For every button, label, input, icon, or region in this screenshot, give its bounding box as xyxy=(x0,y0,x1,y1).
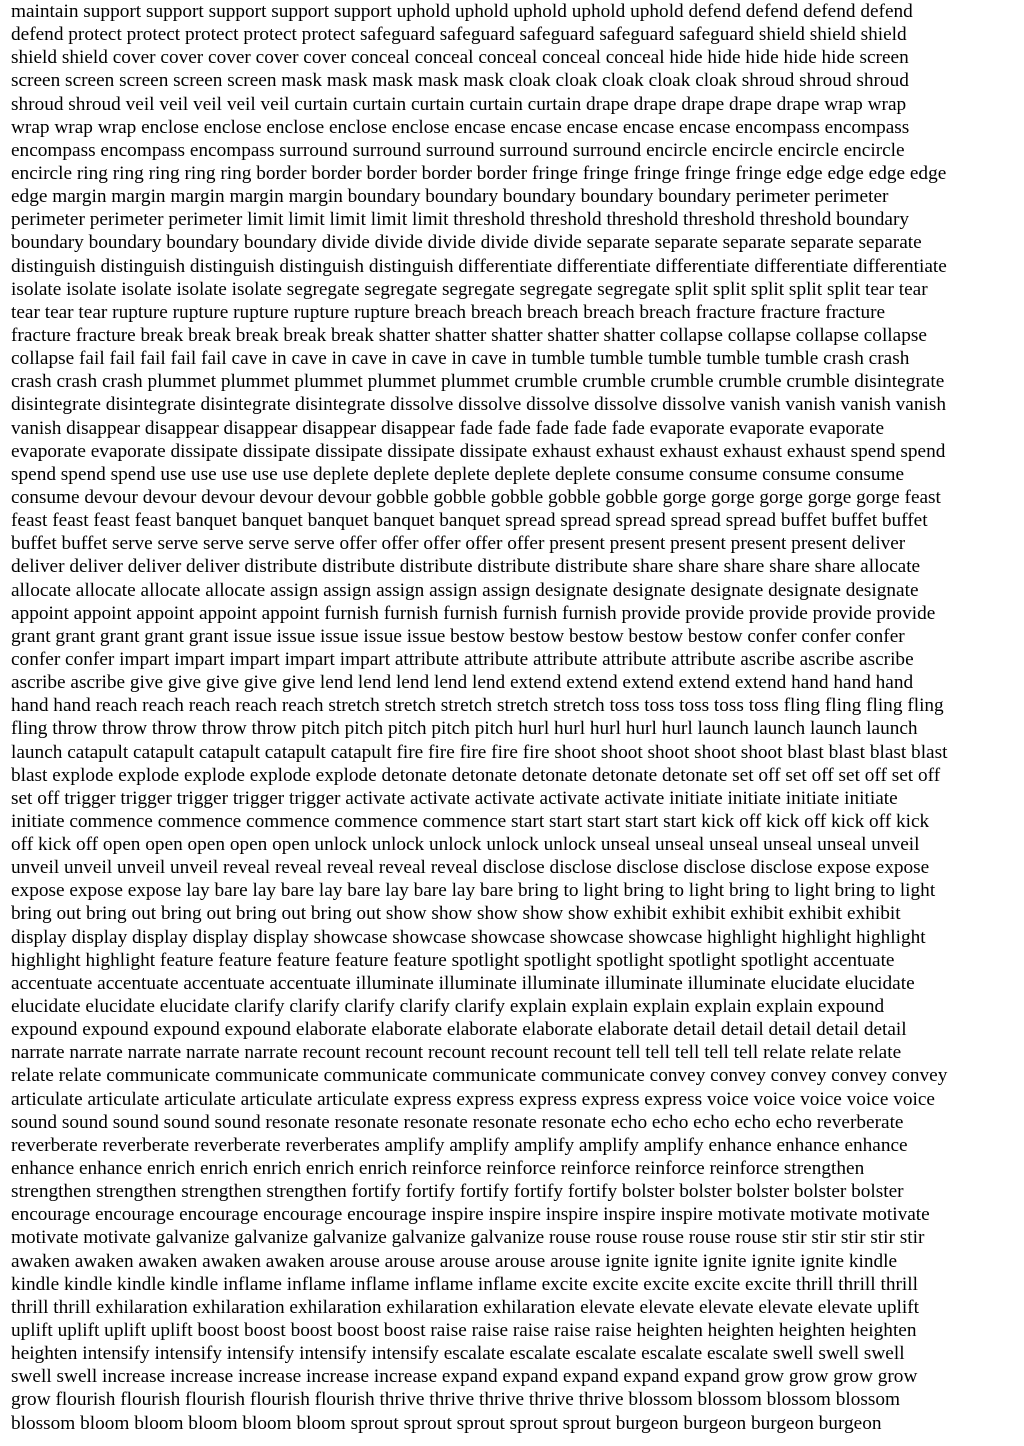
text-line: relate relate communicate communicate communicate communicate communicate convey convey convey convey convey xyxy=(11,1065,948,1087)
text-line: off kick off open open open open open unlock unlock unlock unlock unlock unseal unseal unseal unseal unseal unveil xyxy=(11,834,920,856)
text-line: ascribe ascribe give give give give give lend lend lend lend lend extend extend extend extend extend hand hand hand xyxy=(11,672,914,694)
text-line: enhance enhance enrich enrich enrich enrich enrich reinforce reinforce reinforce reinforce reinforce strengthen xyxy=(11,1158,865,1180)
text-line: vanish disappear disappear disappear disappear disappear fade fade fade fade fade evaporate evaporate evaporate xyxy=(11,417,885,439)
text-line: fracture fracture break break break break break shatter shatter shatter shatter shatter collapse collapse collapse collapse xyxy=(11,324,927,346)
text-line: motivate motivate galvanize galvanize galvanize galvanize galvanize rouse rouse rouse rouse rouse stir stir stir stir stir xyxy=(11,1227,925,1249)
text-line: set off trigger trigger trigger trigger trigger activate activate activate activate activate initiate initiate initiate initiate xyxy=(11,787,898,809)
text-line: feast feast feast feast banquet banquet banquet banquet banquet spread spread spread spread spread buffet buffet buffet xyxy=(11,510,928,532)
text-line: defend protect protect protect protect protect safeguard safeguard safeguard safeguard safeguard shield shield shield xyxy=(11,24,907,46)
text-line: wrap wrap wrap enclose enclose enclose enclose enclose encase encase encase encase encase encompass encompass xyxy=(11,116,910,138)
text-line: encircle ring ring ring ring ring border border border border border fringe fringe fringe fringe fringe edge edge edge edge xyxy=(11,162,947,184)
text-line: elucidate elucidate elucidate clarify clarify clarify clarify clarify explain explain explain explain explain expound xyxy=(11,996,885,1018)
text-line: strengthen strengthen strengthen strengthen fortify fortify fortify fortify fortify bolster bolster bolster bolster bolster xyxy=(11,1181,904,1203)
text-line: shield shield cover cover cover cover cover conceal conceal conceal conceal conceal hide hide hide hide hide screen xyxy=(11,47,909,69)
text-line: kindle kindle kindle kindle inflame inflame inflame inflame inflame excite excite excite excite excite thrill thrill thrill xyxy=(11,1273,918,1295)
text-line: confer confer impart impart impart impart impart attribute attribute attribute attribute attribute ascribe ascribe ascribe xyxy=(11,648,914,670)
text-line: blossom bloom bloom bloom bloom bloom sprout sprout sprout sprout sprout burgeon burgeon burgeon burgeon xyxy=(11,1412,882,1434)
text-line: collapse fail fail fail fail fail cave in cave in cave in cave in cave in tumble tumble tumble tumble tumble crash crash xyxy=(11,348,910,370)
text-line: tear tear tear rupture rupture rupture rupture rupture breach breach breach breach breach fracture fracture fracture xyxy=(11,301,886,323)
text-line: spend spend spend use use use use use deplete deplete deplete deplete deplete consume consume consume consume xyxy=(11,463,905,485)
text-line: expose expose expose lay bare lay bare lay bare lay bare lay bare bring to light bring to light bring to light bring to light xyxy=(11,880,936,902)
text-line: sound sound sound sound sound resonate resonate resonate resonate resonate echo echo echo echo echo reverberate xyxy=(11,1111,904,1133)
text-line: launch catapult catapult catapult catapult catapult fire fire fire fire fire shoot shoot shoot shoot shoot blast blast blast blast xyxy=(11,741,948,763)
text-line: swell swell increase increase increase increase increase expand expand expand expand expand grow grow grow grow xyxy=(11,1366,918,1388)
text-line: screen screen screen screen screen mask mask mask mask mask cloak cloak cloak cloak cloak shroud shroud shroud xyxy=(11,70,909,92)
text-line: maintain support support support support support uphold uphold uphold uphold uphold defend defend defend defend xyxy=(11,1,913,22)
text-line: uplift uplift uplift uplift boost boost boost boost boost raise raise raise raise raise heighten heighten heighten heighten xyxy=(11,1320,917,1342)
text-line: perimeter perimeter perimeter limit limit limit limit limit threshold threshold threshold threshold threshold boundary xyxy=(11,209,910,231)
text-line: thrill thrill exhilaration exhilaration exhilaration exhilaration exhilaration elevate elevate elevate elevate elevate uplift xyxy=(11,1296,919,1318)
text-line: highlight highlight feature feature feature feature feature spotlight spotlight spotlight spotlight spotlight accentuate xyxy=(11,949,895,971)
text-line: allocate allocate allocate allocate assign assign assign assign assign designate designate designate designate designate xyxy=(11,579,919,601)
text-line: shroud shroud veil veil veil veil veil curtain curtain curtain curtain curtain drape drape drape drape drape wrap wrap xyxy=(11,93,907,115)
text-line: isolate isolate isolate isolate isolate segregate segregate segregate segregate segregate split split split split split tear tear xyxy=(11,278,928,300)
text-line: blast explode explode explode explode explode detonate detonate detonate detonate detonate set off set off set off set off xyxy=(11,764,941,786)
text-line: edge margin margin margin margin margin boundary boundary boundary boundary boundary perimeter perimeter xyxy=(11,186,889,208)
text-line: bring out bring out bring out bring out bring out show show show show show exhibit exhibit exhibit exhibit exhibit xyxy=(11,903,901,925)
text-line: crash crash crash plummet plummet plummet plummet plummet crumble crumble crumble crumble crumble disintegrate xyxy=(11,371,945,393)
text-line: deliver deliver deliver deliver distribute distribute distribute distribute distribute share share share share share allocate xyxy=(11,556,921,578)
text-line: fling throw throw throw throw throw pitch pitch pitch pitch pitch hurl hurl hurl hurl hurl launch launch launch launch xyxy=(11,718,918,740)
text-line: display display display display display showcase showcase showcase showcase showcase highlight highlight highlight xyxy=(11,926,926,948)
text-line: hand hand reach reach reach reach reach stretch stretch stretch stretch stretch toss toss toss toss toss fling fling fling fling xyxy=(11,695,944,717)
text-line: initiate commence commence commence commence commence start start start start start kick off kick off kick off kick xyxy=(11,810,930,832)
text-line: expound expound expound expound elaborate elaborate elaborate elaborate elaborate detail detail detail detail detail xyxy=(11,1019,907,1041)
text-line: articulate articulate articulate articulate articulate express express express express express voice voice voice voice voice xyxy=(11,1088,935,1110)
text-line: unveil unveil unveil unveil reveal reveal reveal reveal reveal disclose disclose disclose disclose disclose expose expose xyxy=(11,857,930,879)
text-line: evaporate evaporate dissipate dissipate dissipate dissipate dissipate exhaust exhaust exhaust exhaust exhaust spend spend xyxy=(11,440,946,462)
text-line: awaken awaken awaken awaken awaken arouse arouse arouse arouse arouse ignite ignite ignite ignite ignite kindle xyxy=(11,1250,898,1272)
text-line: grant grant grant grant grant issue issue issue issue issue bestow bestow bestow bestow bestow confer confer confer xyxy=(11,625,905,647)
text-line: appoint appoint appoint appoint appoint furnish furnish furnish furnish furnish provide provide provide provide provide xyxy=(11,602,936,624)
text-line: boundary boundary boundary boundary divide divide divide divide divide separate separate separate separate separate xyxy=(11,232,922,254)
text-line: buffet buffet serve serve serve serve serve offer offer offer offer offer present present present present present deliver xyxy=(11,533,906,555)
text-line: reverberate reverberate reverberate reverberates amplify amplify amplify amplify amplify enhance enhance enhance xyxy=(11,1134,908,1156)
text-line: narrate narrate narrate narrate narrate recount recount recount recount recount tell tell tell tell tell relate relate relate xyxy=(11,1042,902,1064)
text-line: accentuate accentuate accentuate accentuate illuminate illuminate illuminate illuminate illuminate elucidate elucidate xyxy=(11,972,915,994)
text-line: distinguish distinguish distinguish distinguish distinguish differentiate differentiate differentiate differentiate differentiate xyxy=(11,255,947,277)
text-line: encourage encourage encourage encourage encourage inspire inspire inspire inspire inspire motivate motivate motivate xyxy=(11,1204,930,1226)
text-line: disintegrate disintegrate disintegrate disintegrate dissolve dissolve dissolve dissolve dissolve vanish vanish vanish vanish xyxy=(11,394,946,416)
text-line: consume devour devour devour devour devour gobble gobble gobble gobble gobble gorge gorge gorge gorge gorge feast xyxy=(11,486,941,508)
text-line: grow flourish flourish flourish flourish flourish thrive thrive thrive thrive thrive blossom blossom blossom blossom xyxy=(11,1389,901,1411)
text-line: encompass encompass encompass surround surround surround surround surround encircle encircle encircle encircle xyxy=(11,139,905,161)
text-line: heighten intensify intensify intensify intensify intensify escalate escalate escalate escalate escalate swell swell swell xyxy=(11,1343,905,1365)
